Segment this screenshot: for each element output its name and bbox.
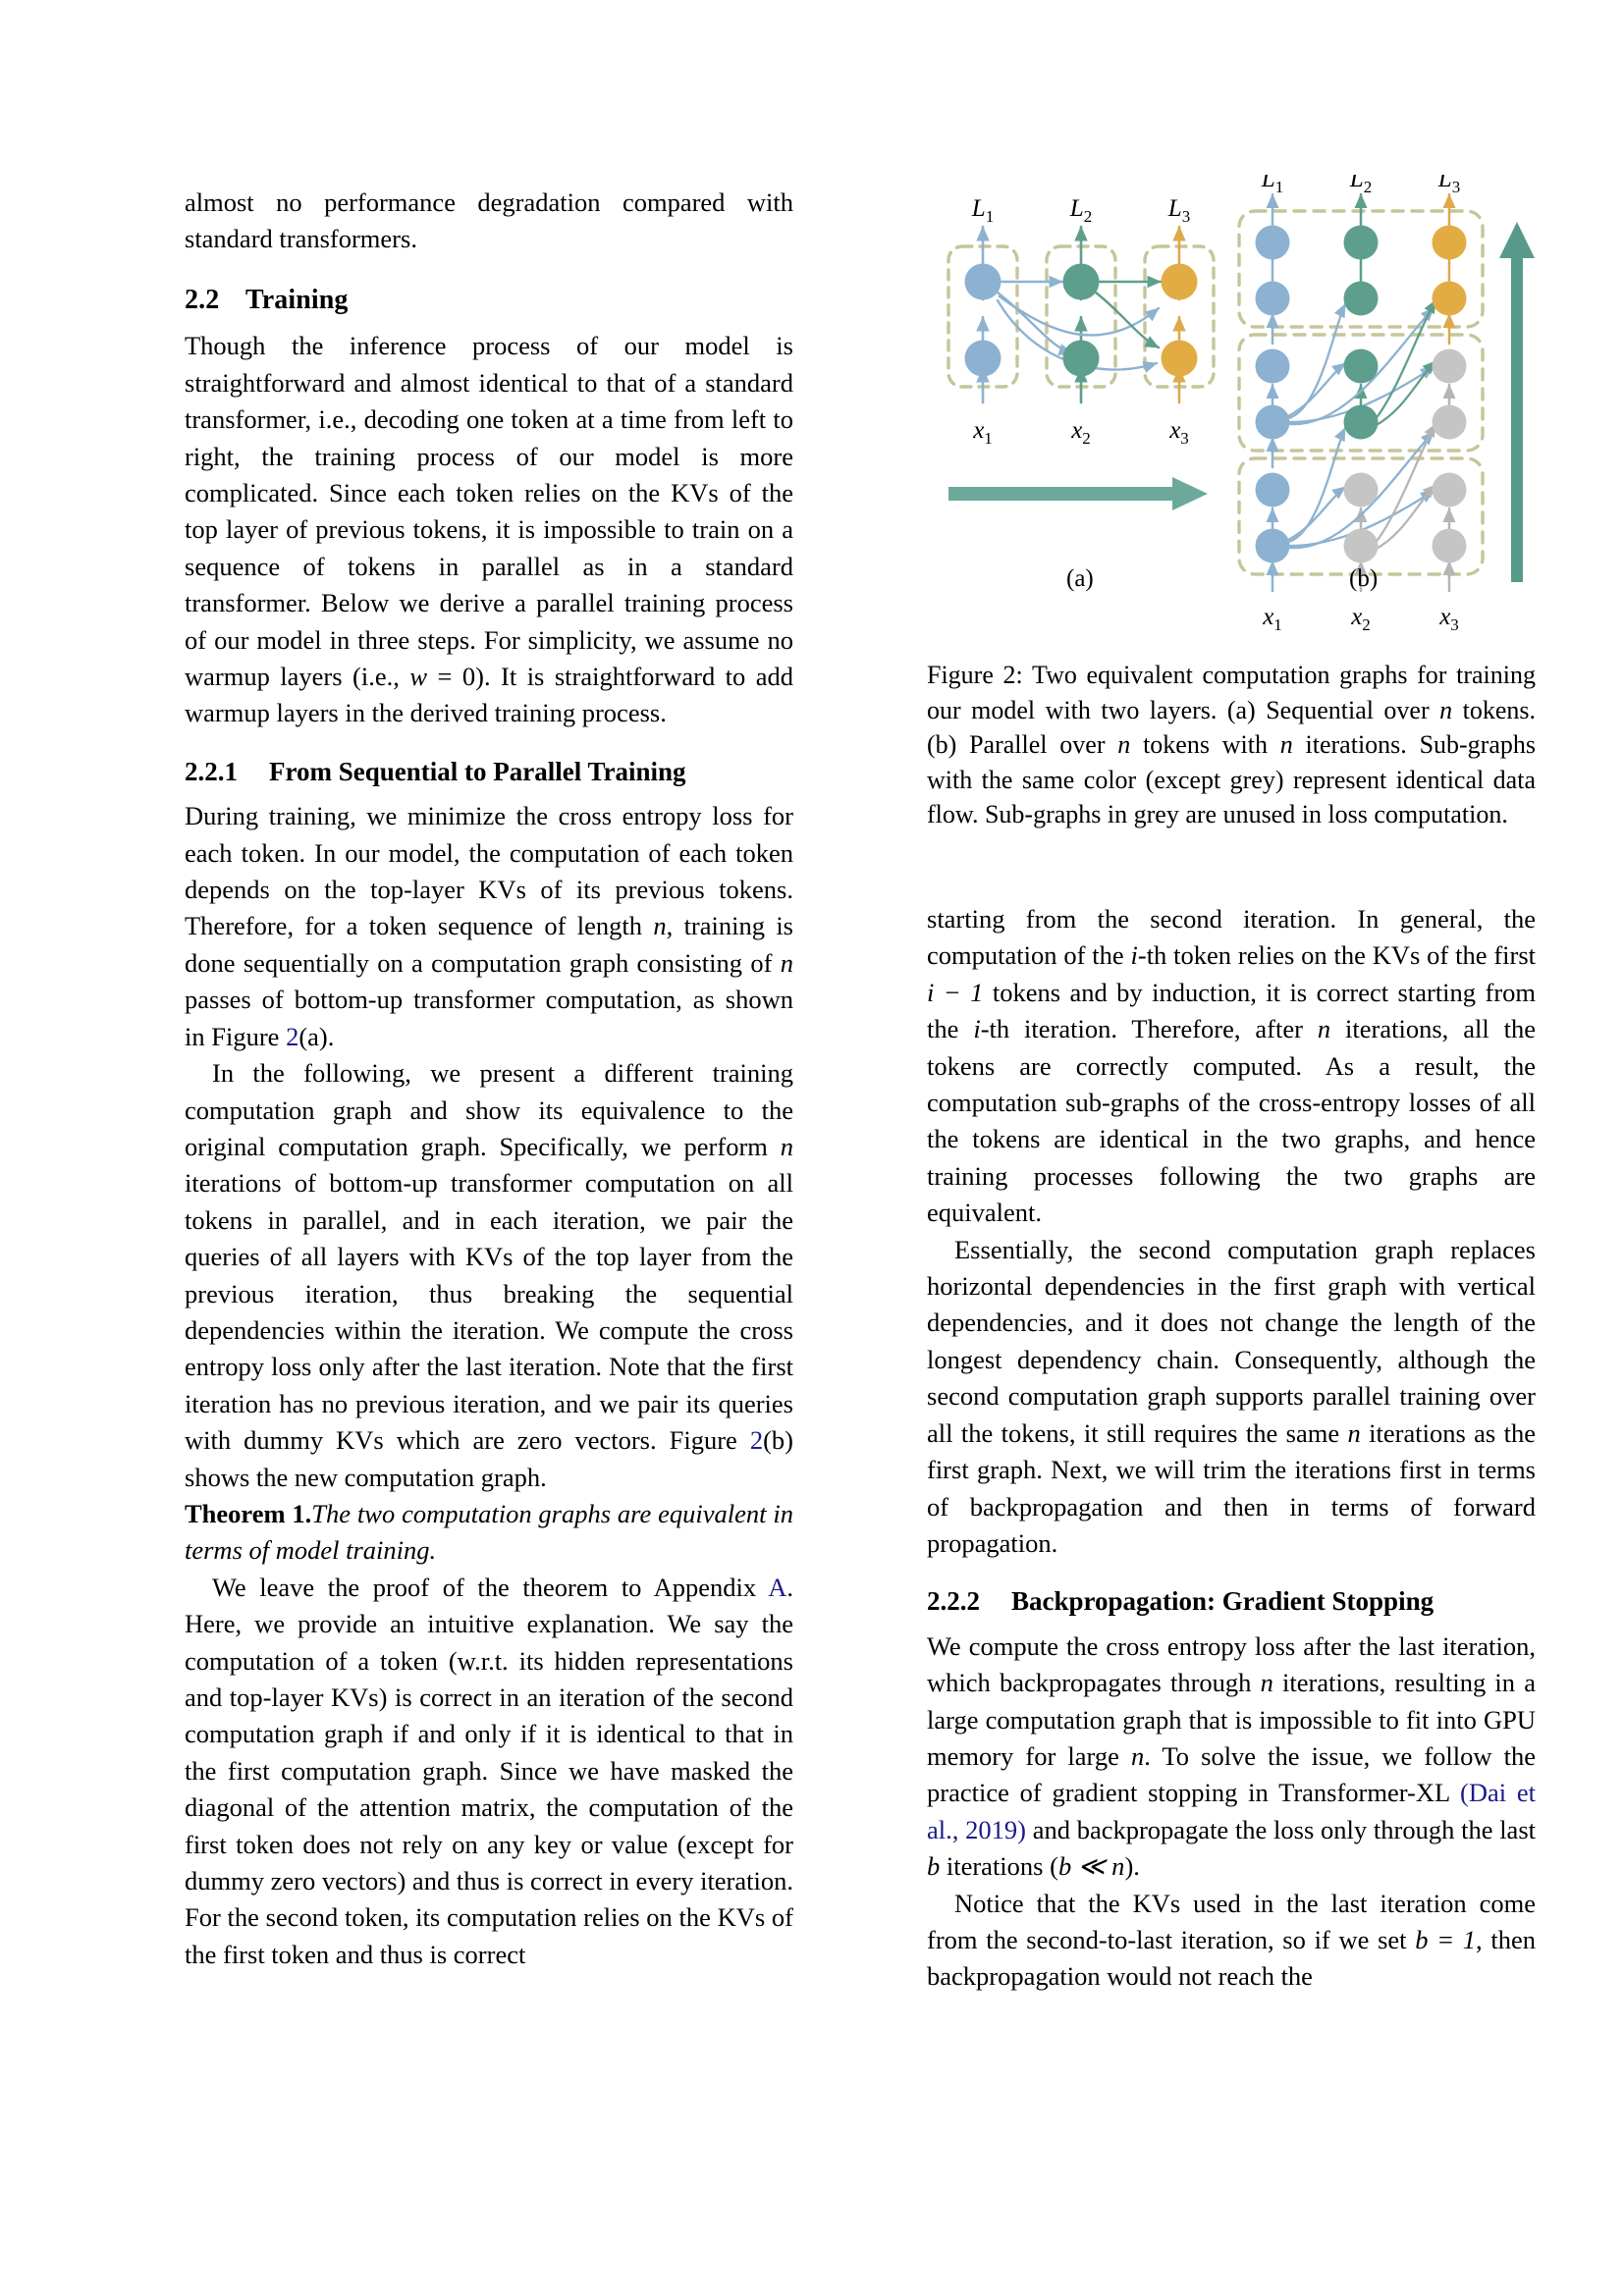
text-run: , then backpropagation would not reach the (927, 1924, 1537, 1992)
appendix-reference-link[interactable]: A (768, 1572, 787, 1602)
subsection-title: Backpropagation: Gradient Stopping (1011, 1586, 1435, 1617)
text-run: ). (1124, 1851, 1140, 1882)
paragraph-notice (927, 1886, 1536, 1996)
math-n: n (780, 1131, 793, 1161)
subsection-number: 2.2.1 (185, 756, 238, 786)
svg-text:L2: $L_2$ (1349, 175, 1373, 196)
math-i: i (1130, 940, 1138, 971)
figure-sublabel-a: (a) (1066, 565, 1094, 592)
math-n: n (1130, 1740, 1145, 1771)
paragraph-we-compute (927, 1629, 1536, 1886)
paragraph-during-training (185, 798, 793, 1055)
svg-text:x3: $x_3$ (1439, 604, 1459, 634)
section-heading-2-2 (185, 284, 793, 317)
text-run: During training, we minimize the cross entropy loss for each token. In our model, the computation of each token depends on the top-layer KVs of its previous tokens. Therefore, for a token sequence of length (185, 801, 793, 941)
math-n: n (1347, 1417, 1361, 1448)
svg-text:x1: $x_1$ (1263, 604, 1282, 634)
caption-prefix: Figure 2: (927, 661, 1023, 689)
svg-text:L3: $L_3$ (1167, 195, 1191, 226)
panel-a-group (948, 195, 1214, 510)
text-run: tokens with (1130, 730, 1280, 760)
theorem-label: Theorem 1. (185, 1498, 312, 1528)
math-n: n (780, 947, 793, 978)
svg-text:L2: $L_2$ (1069, 195, 1093, 226)
text-run: (a). (298, 1021, 335, 1051)
math-i-minus-1: i − 1 (927, 977, 984, 1007)
panel-b-group (1239, 175, 1535, 634)
left-column (185, 185, 793, 1973)
text-run: -th token relies on the KVs of the first (1137, 940, 1537, 971)
text-run: iterations, all the tokens are correctly computed. As a result, the computation sub-graphs of the cross-entropy losses of all the tokens are identical in the two graphs, and hence training processes following the two graphs are equivalent. (927, 1014, 1536, 1228)
citation-link[interactable]: (Dai et al., 2019) (927, 1778, 1536, 1844)
text-run: starting from the second iteration. In general, the computation of the (927, 904, 1536, 971)
svg-text:x2: $x_2$ (1351, 604, 1371, 634)
figure-reference-link[interactable]: 2 (286, 1021, 299, 1051)
subsection-number: 2.2.2 (927, 1586, 980, 1617)
svg-text:L1: $L_1$ (1261, 175, 1284, 196)
section-heading-2-2-2 (927, 1585, 1536, 1617)
text-run: iterations as the first graph. Next, we will trim the iterations first in terms of backpropagation and then in terms of forward propagation. (927, 1417, 1536, 1558)
text-run: tokens and by induction, it is correct starting from the (927, 977, 1537, 1044)
math-n: n (1439, 695, 1453, 724)
math-b-ll-n: b ≪ n (1057, 1851, 1125, 1882)
paragraph-intro-continued: almost no performance degradation compared with standard transformers. (185, 187, 793, 254)
figure-sublabel-b: (b) (1349, 565, 1379, 592)
text-run: Two equivalent computation graphs for training our model with two layers. (a) Sequential over (927, 661, 1537, 724)
figure-2-svg (927, 175, 1536, 636)
figure-2 (927, 175, 1536, 636)
section-number: 2.2 (185, 284, 220, 315)
math-n: n (653, 911, 667, 941)
figure-reference-link[interactable]: 2 (749, 1425, 764, 1456)
text-run: iterations of bottom-up transformer computation on all tokens in parallel, and in each iteration, we pair the queries of all layers with KVs of the top layer from the previous iteration, thus breaking the sequential dependencies within the iteration. We compute the cross entropy loss only after the last iteration. Note that the first iteration has no previous iteration, and we pair its queries with dummy KVs which are zero vectors. Figure (185, 1168, 793, 1456)
math-i: i (973, 1014, 981, 1044)
paragraph-essentially (927, 1232, 1536, 1563)
text-run: (b) shows the new computation graph. (185, 1425, 793, 1492)
math-n: n (1317, 1014, 1331, 1044)
theorem-statement: The two computation graphs are equivalent in terms of model training. (185, 1498, 793, 1566)
text-run: We leave the proof of the theorem to Appendix (212, 1572, 769, 1602)
section-title: Training (245, 284, 349, 315)
paragraph-proof-explanation (185, 1570, 793, 1973)
text-run: tokens. (b) Parallel over (927, 695, 1536, 760)
section-heading-2-2-1 (185, 756, 793, 787)
text-run: We compute the cross entropy loss after the last iteration, which backpropagates through (927, 1630, 1536, 1698)
math-n: n (1260, 1668, 1273, 1698)
svg-text:x1: $x_1$ (973, 417, 993, 448)
text-run: -th iteration. Therefore, after (980, 1014, 1318, 1044)
text-run: and backpropagate the loss only through the last (1025, 1814, 1536, 1844)
svg-text:L3: $L_3$ (1437, 175, 1461, 196)
math-w: w (409, 662, 428, 692)
text-run: Notice that the KVs used in the last iteration come from the second-to-last iteration, so if we set (927, 1888, 1536, 1954)
text-run: . To solve the issue, we follow the practice of gradient stopping in Transformer-XL (927, 1740, 1536, 1808)
text-run: . Here, we provide an intuitive explanation. We say the computation of a token (w.r.t. its hidden representations and top-layer KVs) is correct in an iteration of the second computation graph if and only if it is identical to that in the first computation graph. Since we have masked the diagonal of the attention matrix, the computation of the first token does not rely on any key or value (except for dummy zero vectors) and thus is correct in every iteration. For the second token, its computation relies on the KVs of the first token and thus is correct (185, 1572, 793, 1969)
paragraph-training (185, 328, 793, 731)
math-n: n (1117, 730, 1131, 760)
svg-text:x3: $x_3$ (1169, 417, 1189, 448)
subsection-title: From Sequential to Parallel Training (269, 756, 686, 786)
figure-2-canvas (927, 175, 1536, 636)
svg-text:L1: $L_1$ (971, 195, 995, 226)
text-run: iterations. Sub-graphs with the same color (except grey) represent identical data flow. Sub-graphs in grey are unused in loss computation. (927, 730, 1537, 829)
theorem-1 (185, 1496, 793, 1570)
parallel-flow-arrow (1499, 222, 1535, 582)
text-run: In the following, we present a different training computation graph and show its equivalence to the original computation graph. Specifically, we perform (185, 1058, 793, 1161)
text-run: ). It is straightforward to add warmup layers in the derived training process. (185, 662, 793, 728)
text-run: passes of bottom-up transformer computation, as shown in Figure (185, 985, 793, 1051)
paragraph-starting-from (927, 901, 1536, 1232)
text-run: iterations ( (940, 1851, 1058, 1882)
math-b-equals-1: b = 1 (1415, 1924, 1477, 1954)
text-run: Though the inference process of our model is straightforward and almost identical to that of a standard transformer, i.e., decoding one token at a time from left to right, the training process of our model is more complicated. Since each token relies on the KVs of the top layer of previous tokens, it is impossible to train on a sequence of tokens in parallel as in a standard transformer. Below we derive a parallel training process of our model in three steps. For simplicity, we assume no warmup layers (i.e., (185, 331, 793, 692)
text-run: iterations, resulting in a large computation graph that is impossible to fit into GPU memory for large (927, 1668, 1536, 1771)
figure-2-caption (927, 658, 1536, 832)
right-column (927, 901, 1536, 1996)
text-run: , training is done sequentially on a computation graph consisting of (185, 911, 793, 978)
text-run: Essentially, the second computation graph replaces horizontal dependencies in the first graph with vertical dependencies, and it does not change the length of the longest dependency chain. Consequently, although the second computation graph supports parallel training over all the tokens, it still requires the same (927, 1234, 1536, 1448)
svg-text:x2: $x_2$ (1071, 417, 1091, 448)
math-n: n (1279, 730, 1293, 760)
math-eq: = 0 (427, 662, 476, 692)
sequential-flow-arrow (948, 477, 1208, 510)
math-b: b (927, 1851, 941, 1882)
paragraph-in-the-following (185, 1055, 793, 1496)
